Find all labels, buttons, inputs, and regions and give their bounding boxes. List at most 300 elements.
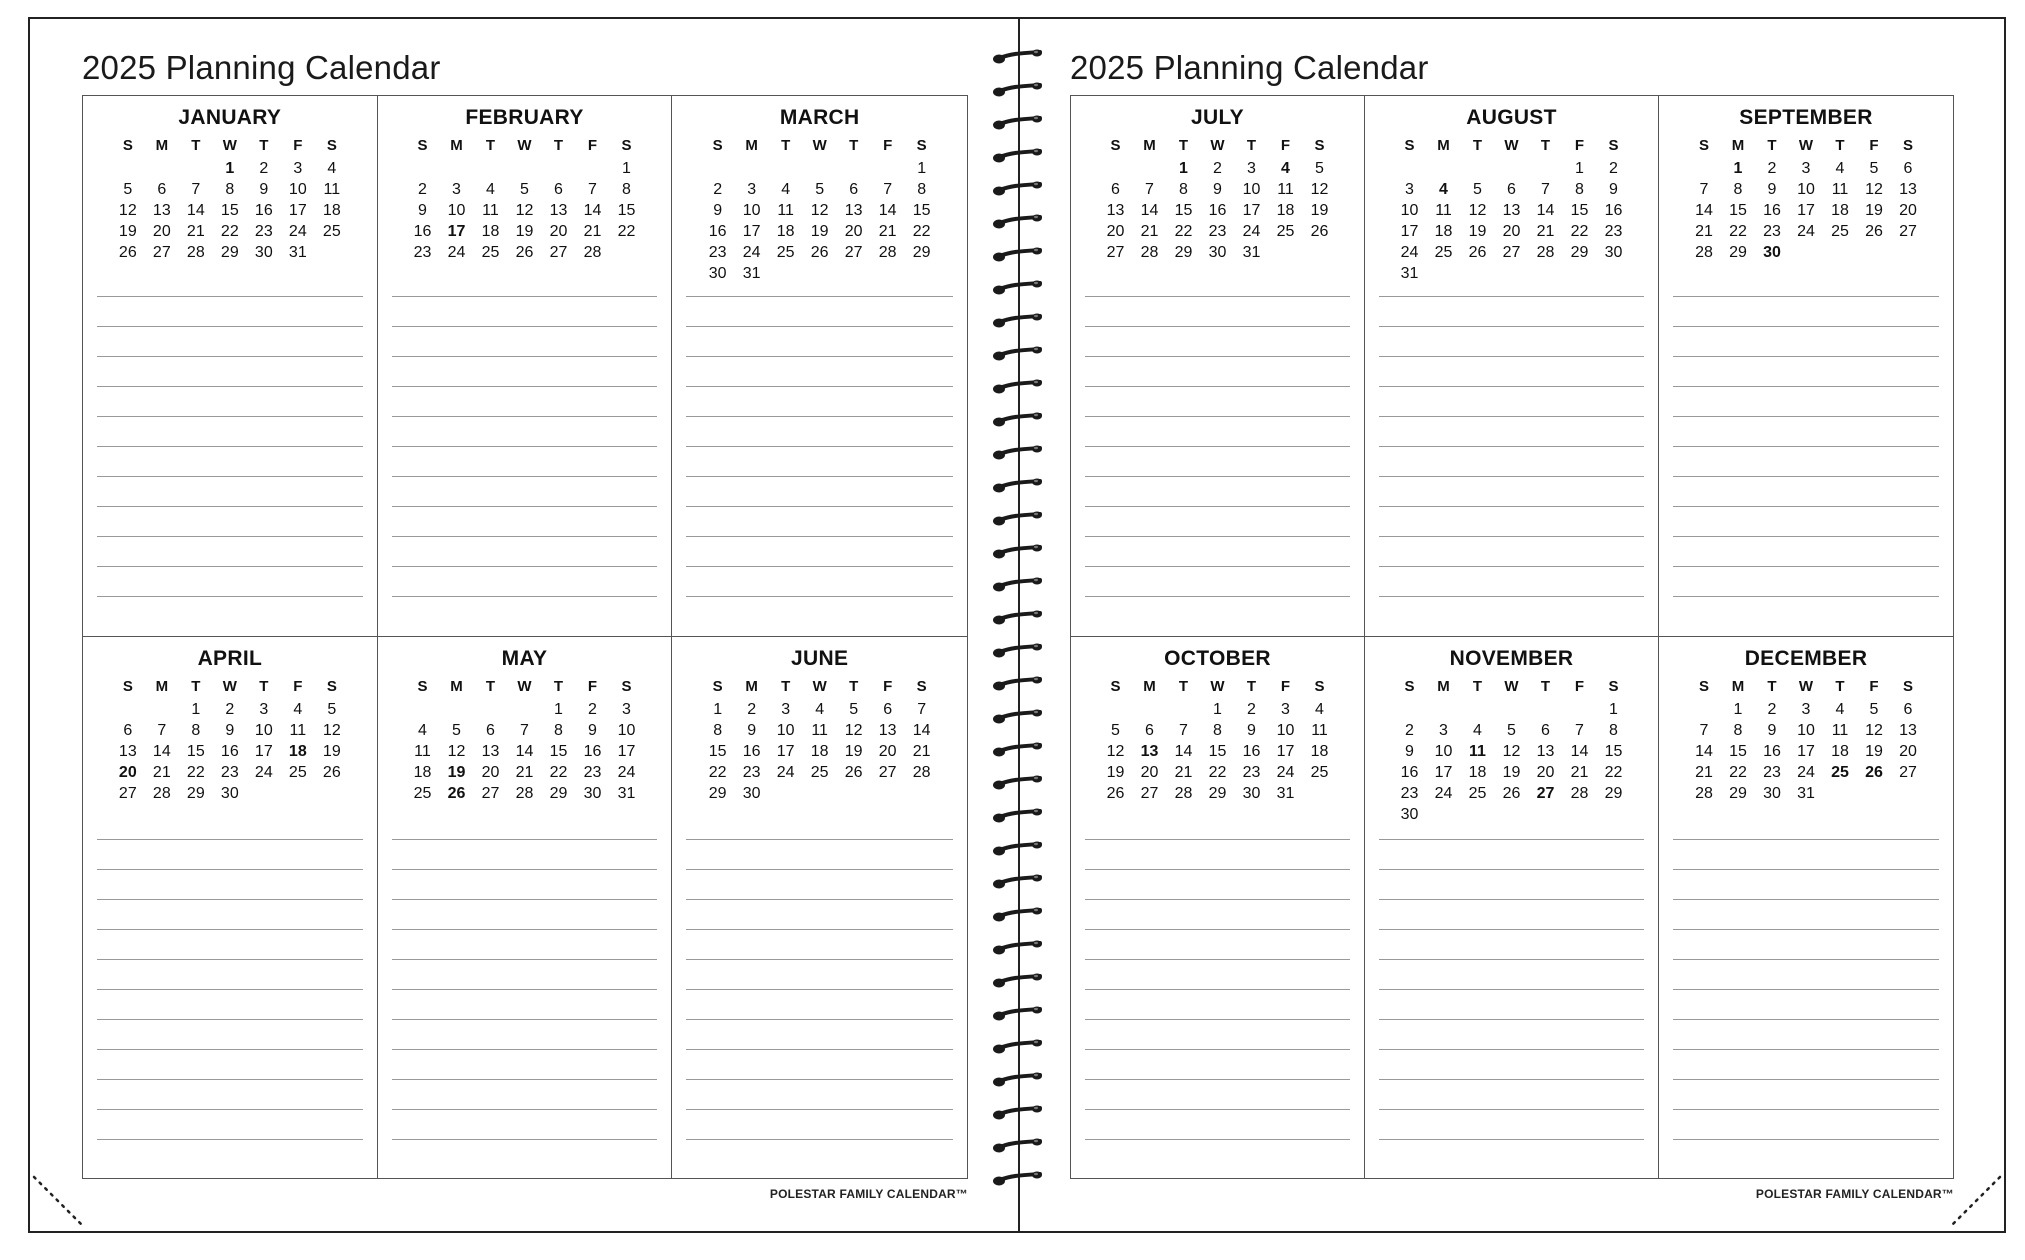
weekday-header: T <box>553 678 564 695</box>
note-line <box>686 296 953 326</box>
note-line <box>392 1079 658 1109</box>
calendar-day: 29 <box>1174 244 1193 261</box>
calendar-day: 8 <box>225 181 235 198</box>
calendar-day: 26 <box>810 244 829 261</box>
calendar-day: 29 <box>1729 244 1747 261</box>
note-line <box>392 899 658 929</box>
calendar-day: 16 <box>1400 764 1419 781</box>
weekday-header: F <box>883 678 893 695</box>
calendar-day: 9 <box>1405 743 1414 760</box>
mini-calendar <box>1099 134 1337 263</box>
calendar-day: 4 <box>1835 701 1845 718</box>
calendar-day: 18 <box>288 743 307 760</box>
brand-footer: POLESTAR FAMILY CALENDAR™ <box>1755 1187 1954 1201</box>
empty-day <box>1427 158 1461 179</box>
calendar-day: 10 <box>1797 722 1815 739</box>
weekday-header: T <box>259 137 269 154</box>
calendar-day: 20 <box>1899 202 1917 219</box>
calendar-day: 27 <box>481 785 500 802</box>
spiral-coil-icon <box>992 49 1044 63</box>
empty-day <box>145 158 179 179</box>
calendar-day: 19 <box>810 223 829 240</box>
note-line <box>1673 1139 1939 1169</box>
note-line <box>1379 1019 1644 1049</box>
mini-calendar <box>1099 675 1337 804</box>
calendar-day: 25 <box>810 764 829 781</box>
month-march <box>672 96 967 637</box>
calendar-day: 1 <box>225 160 235 177</box>
weekday-header: M <box>1143 137 1156 154</box>
calendar-day: 10 <box>1276 722 1295 739</box>
note-line <box>686 386 953 416</box>
empty-day <box>1427 699 1461 720</box>
empty-day <box>473 699 507 720</box>
calendar-day: 28 <box>1174 785 1193 802</box>
calendar-day: 28 <box>186 244 205 261</box>
empty-day <box>1495 699 1529 720</box>
calendar-day: 14 <box>1695 202 1713 219</box>
calendar-day: 28 <box>878 244 897 261</box>
note-line <box>1085 989 1350 1019</box>
calendar-day: 6 <box>1145 722 1154 739</box>
note-line <box>1085 356 1350 386</box>
calendar-day: 25 <box>481 244 500 261</box>
calendar-day: 20 <box>1106 223 1125 240</box>
weekday-header: T <box>485 678 496 695</box>
note-line <box>392 596 658 626</box>
weekday-header: T <box>259 678 269 695</box>
note-line <box>686 899 953 929</box>
calendar-day: 2 <box>1247 701 1256 718</box>
calendar-day: 20 <box>1140 764 1159 781</box>
calendar-day: 18 <box>776 223 795 240</box>
spiral-coil-icon <box>992 280 1044 294</box>
weekday-header: M <box>1143 678 1156 695</box>
calendar-day: 14 <box>1536 202 1555 219</box>
calendar-day: 31 <box>288 244 307 261</box>
calendar-day: 14 <box>1570 743 1589 760</box>
note-line <box>1673 296 1939 326</box>
weekday-header: T <box>849 678 859 695</box>
weekday-header: S <box>1404 678 1415 695</box>
calendar-day: 22 <box>1729 764 1747 781</box>
empty-day <box>439 158 473 179</box>
month-name: DECEMBER <box>1744 647 1868 670</box>
calendar-day: 31 <box>1276 785 1295 802</box>
calendar-day: 19 <box>447 764 466 781</box>
calendar-day: 26 <box>322 764 341 781</box>
calendar-day: 21 <box>583 223 602 240</box>
calendar-day: 15 <box>1729 202 1747 219</box>
empty-day <box>803 158 837 179</box>
calendar-day: 26 <box>447 785 466 802</box>
weekday-header: T <box>849 137 859 154</box>
calendar-day: 13 <box>481 743 500 760</box>
calendar-day: 21 <box>1174 764 1193 781</box>
calendar-day: 3 <box>1801 701 1811 718</box>
calendar-day: 2 <box>1213 160 1222 177</box>
spiral-coil-icon <box>992 1105 1044 1119</box>
calendar-day: 10 <box>1242 181 1261 198</box>
calendar-day: 13 <box>1899 722 1917 739</box>
calendar-day: 8 <box>1179 181 1188 198</box>
month-august <box>1365 96 1659 637</box>
weekday-header: T <box>1472 678 1483 695</box>
weekday-header: W <box>1210 137 1225 154</box>
note-line <box>686 1109 953 1139</box>
calendar-day: 13 <box>1106 202 1125 219</box>
weekday-header: S <box>1404 137 1415 154</box>
calendar-day: 18 <box>1831 202 1849 219</box>
spiral-coil-icon <box>992 181 1044 195</box>
spiral-coil-icon <box>992 874 1044 888</box>
calendar-day: 16 <box>583 743 602 760</box>
weekday-header: S <box>621 678 632 695</box>
note-line <box>686 989 953 1019</box>
calendar-day: 24 <box>254 764 273 781</box>
calendar-day: 24 <box>1242 223 1261 240</box>
calendar-day: 6 <box>1541 722 1550 739</box>
spiral-coil-icon <box>992 940 1044 954</box>
weekday-header: W <box>222 137 237 154</box>
empty-day <box>1099 158 1133 179</box>
spiral-coil-icon <box>992 313 1044 327</box>
calendar-day: 11 <box>1311 722 1328 739</box>
calendar-day: 20 <box>844 223 863 240</box>
note-line <box>1673 929 1939 959</box>
calendar-day: 23 <box>1763 764 1781 781</box>
calendar-day: 29 <box>549 785 568 802</box>
note-line <box>1673 506 1939 536</box>
calendar-day: 19 <box>322 743 341 760</box>
note-line <box>686 416 953 446</box>
weekday-header: S <box>916 137 927 154</box>
calendar-day: 27 <box>1502 244 1521 261</box>
calendar-day: 14 <box>912 722 931 739</box>
note-line <box>392 446 658 476</box>
calendar-day: 13 <box>1502 202 1521 219</box>
calendar-day: 15 <box>617 202 636 219</box>
calendar-day: 15 <box>1208 743 1227 760</box>
calendar-day: 26 <box>1106 785 1125 802</box>
calendar-day: 23 <box>708 244 727 261</box>
spiral-coil-icon <box>992 973 1044 987</box>
calendar-day: 17 <box>447 223 466 240</box>
calendar-day: 6 <box>1507 181 1516 198</box>
calendar-day: 9 <box>1767 722 1777 739</box>
calendar-day: 28 <box>912 764 931 781</box>
calendar-day: 17 <box>1434 764 1453 781</box>
right-page <box>1020 19 2004 1231</box>
weekday-header: F <box>1280 137 1291 154</box>
note-line <box>392 506 658 536</box>
calendar-day: 21 <box>1536 223 1555 240</box>
calendar-day: 25 <box>1831 223 1849 240</box>
note-lines <box>1673 296 1939 626</box>
calendar-day: 9 <box>713 202 723 219</box>
calendar-day: 4 <box>1473 722 1482 739</box>
calendar-day: 2 <box>713 181 723 198</box>
calendar-day: 24 <box>1276 764 1295 781</box>
note-line <box>392 959 658 989</box>
calendar-day: 6 <box>157 181 167 198</box>
calendar-day: 11 <box>323 181 341 198</box>
calendar-day: 28 <box>1570 785 1589 802</box>
spiral-coil-icon <box>992 346 1044 360</box>
calendar-day: 22 <box>1729 223 1747 240</box>
calendar-day: 20 <box>1502 223 1521 240</box>
calendar-day: 12 <box>1865 722 1883 739</box>
note-line <box>1379 296 1644 326</box>
calendar-day: 23 <box>1242 764 1261 781</box>
calendar-day: 5 <box>815 181 825 198</box>
note-line <box>392 356 658 386</box>
note-line <box>392 869 658 899</box>
calendar-day: 31 <box>1242 244 1261 261</box>
calendar-day: 5 <box>327 701 337 718</box>
calendar-day: 23 <box>254 223 273 240</box>
note-line <box>1085 1109 1350 1139</box>
note-line <box>97 1079 363 1109</box>
calendar-day: 23 <box>1604 223 1623 240</box>
note-line <box>1379 1079 1644 1109</box>
spiral-coil-icon <box>992 1171 1044 1185</box>
empty-day <box>1167 699 1201 720</box>
month-name: OCTOBER <box>1164 647 1271 670</box>
calendar-day: 27 <box>152 244 171 261</box>
calendar-day: 12 <box>810 202 829 219</box>
calendar-day: 29 <box>1604 785 1623 802</box>
page-title: 2025 Planning Calendar <box>1070 49 1429 86</box>
calendar-day: 19 <box>1865 202 1883 219</box>
weekday-header: S <box>122 678 133 695</box>
weekday-header: F <box>293 137 303 154</box>
calendar-day: 24 <box>1797 223 1815 240</box>
calendar-day: 8 <box>1733 181 1743 198</box>
weekday-header: W <box>517 678 532 695</box>
note-line <box>1379 989 1644 1019</box>
calendar-day: 8 <box>1609 722 1618 739</box>
calendar-day: 7 <box>1541 181 1550 198</box>
calendar-day: 3 <box>622 701 631 718</box>
note-line <box>1085 869 1350 899</box>
calendar-day: 25 <box>1310 764 1329 781</box>
note-lines <box>686 839 953 1169</box>
calendar-day: 27 <box>549 244 568 261</box>
calendar-day: 15 <box>1729 743 1747 760</box>
note-line <box>392 326 658 356</box>
calendar-day: 6 <box>849 181 859 198</box>
weekday-header: W <box>517 137 532 154</box>
weekday-header: W <box>812 137 827 154</box>
calendar-day: 12 <box>844 722 863 739</box>
calendar-day: 16 <box>1208 202 1227 219</box>
calendar-day: 16 <box>220 743 239 760</box>
calendar-day: 12 <box>447 743 466 760</box>
weekday-header: T <box>1767 137 1777 154</box>
calendar-day: 20 <box>152 223 171 240</box>
calendar-day: 23 <box>742 764 761 781</box>
calendar-day: 2 <box>588 701 597 718</box>
note-line <box>392 929 658 959</box>
calendar-day: 12 <box>515 202 534 219</box>
calendar-day: 1 <box>1733 701 1743 718</box>
calendar-day: 11 <box>777 202 794 219</box>
mini-calendar <box>1687 134 1925 263</box>
calendar-day: 23 <box>1400 785 1419 802</box>
note-line <box>1379 839 1644 869</box>
calendar-day: 17 <box>1797 743 1815 760</box>
month-name: APRIL <box>197 647 263 670</box>
calendar-day: 15 <box>1604 743 1623 760</box>
calendar-day: 18 <box>810 743 829 760</box>
calendar-day: 15 <box>549 743 568 760</box>
note-line <box>1673 1019 1939 1049</box>
calendar-day: 9 <box>1213 181 1222 198</box>
note-line <box>97 869 363 899</box>
calendar-day: 13 <box>152 202 171 219</box>
note-line <box>97 596 363 626</box>
calendar-day: 10 <box>617 722 636 739</box>
calendar-day: 2 <box>225 701 235 718</box>
empty-day <box>837 158 871 179</box>
calendar-day: 15 <box>708 743 727 760</box>
note-lines <box>686 296 953 626</box>
calendar-day: 26 <box>1865 223 1883 240</box>
month-name: JULY <box>1191 106 1244 129</box>
calendar-day: 30 <box>254 244 273 261</box>
note-line <box>1673 989 1939 1019</box>
note-line <box>1379 416 1644 446</box>
weekday-header: S <box>1608 678 1619 695</box>
calendar-day: 1 <box>554 701 563 718</box>
calendar-day: 15 <box>186 743 205 760</box>
weekday-header: T <box>1246 137 1257 154</box>
empty-day <box>541 158 575 179</box>
brand-footer: POLESTAR FAMILY CALENDAR™ <box>769 1187 968 1201</box>
empty-day <box>111 699 145 720</box>
note-lines <box>1379 839 1644 1169</box>
calendar-day: 7 <box>917 701 927 718</box>
mini-calendar <box>1393 675 1631 825</box>
calendar-day: 8 <box>1733 722 1743 739</box>
calendar-day: 25 <box>1831 764 1849 781</box>
weekday-header: S <box>621 137 632 154</box>
calendar-day: 31 <box>1400 265 1419 282</box>
empty-day <box>1393 699 1427 720</box>
mini-calendar <box>405 675 643 804</box>
calendar-day: 7 <box>1145 181 1154 198</box>
calendar-day: 13 <box>844 202 863 219</box>
corner-perforation-icon <box>1942 1169 2002 1229</box>
note-line <box>686 356 953 386</box>
calendar-day: 12 <box>322 722 341 739</box>
note-line <box>1085 296 1350 326</box>
note-line <box>1379 1139 1644 1169</box>
calendar-day: 21 <box>1695 764 1713 781</box>
calendar-day: 10 <box>742 202 761 219</box>
month-november <box>1365 637 1659 1178</box>
calendar-day: 18 <box>1310 743 1329 760</box>
calendar-day: 9 <box>588 722 597 739</box>
note-line <box>1673 356 1939 386</box>
calendar-day: 8 <box>713 722 723 739</box>
note-line <box>97 839 363 869</box>
note-line <box>97 476 363 506</box>
calendar-day: 17 <box>1400 223 1419 240</box>
note-lines <box>1673 839 1939 1169</box>
calendar-day: 27 <box>1899 223 1917 240</box>
weekday-header: T <box>1767 678 1777 695</box>
empty-day <box>1563 699 1597 720</box>
calendar-day: 27 <box>1899 764 1917 781</box>
calendar-day: 9 <box>259 181 269 198</box>
calendar-day: 8 <box>554 722 563 739</box>
calendar-day: 27 <box>844 244 863 261</box>
weekday-header: M <box>155 137 169 154</box>
note-line <box>1085 1019 1350 1049</box>
spiral-coil-icon <box>992 1138 1044 1152</box>
calendar-day: 3 <box>1247 160 1256 177</box>
calendar-day: 9 <box>1767 181 1777 198</box>
calendar-day: 30 <box>220 785 239 802</box>
page-title: 2025 Planning Calendar <box>82 49 441 86</box>
calendar-day: 28 <box>1695 244 1713 261</box>
weekday-header: M <box>745 678 758 695</box>
note-line <box>686 326 953 356</box>
calendar-day: 9 <box>1609 181 1618 198</box>
calendar-day: 20 <box>1899 743 1917 760</box>
calendar-day: 5 <box>1869 701 1879 718</box>
calendar-day: 7 <box>1699 181 1709 198</box>
weekday-header: T <box>485 137 496 154</box>
calendar-day: 14 <box>515 743 534 760</box>
mini-calendar <box>405 134 643 263</box>
calendar-day: 30 <box>1604 244 1623 261</box>
note-line <box>686 869 953 899</box>
calendar-day: 3 <box>781 701 791 718</box>
calendar-day: 4 <box>327 160 337 177</box>
calendar-day: 20 <box>549 223 568 240</box>
empty-day <box>1133 158 1167 179</box>
calendar-day: 21 <box>1695 223 1713 240</box>
weekday-header: S <box>1110 137 1121 154</box>
weekday-header: M <box>1437 678 1450 695</box>
note-line <box>1379 566 1644 596</box>
calendar-day: 7 <box>883 181 893 198</box>
mini-calendar <box>1393 134 1631 284</box>
note-line <box>1379 959 1644 989</box>
weekday-header: M <box>1731 137 1745 154</box>
note-line <box>1085 326 1350 356</box>
weekday-header: W <box>1798 678 1814 695</box>
calendar-day: 3 <box>1405 181 1414 198</box>
calendar-day: 23 <box>1763 223 1781 240</box>
calendar-day: 1 <box>191 701 201 718</box>
calendar-day: 11 <box>1831 722 1849 739</box>
note-line <box>686 1139 953 1169</box>
calendar-day: 3 <box>1439 722 1448 739</box>
note-line <box>1085 899 1350 929</box>
note-line <box>97 899 363 929</box>
planner-spread <box>28 17 2006 1233</box>
month-name: MAY <box>501 647 548 670</box>
calendar-day: 4 <box>486 181 495 198</box>
note-line <box>1085 1139 1350 1169</box>
calendar-day: 27 <box>1106 244 1125 261</box>
calendar-day: 18 <box>413 764 432 781</box>
calendar-day: 19 <box>844 743 863 760</box>
